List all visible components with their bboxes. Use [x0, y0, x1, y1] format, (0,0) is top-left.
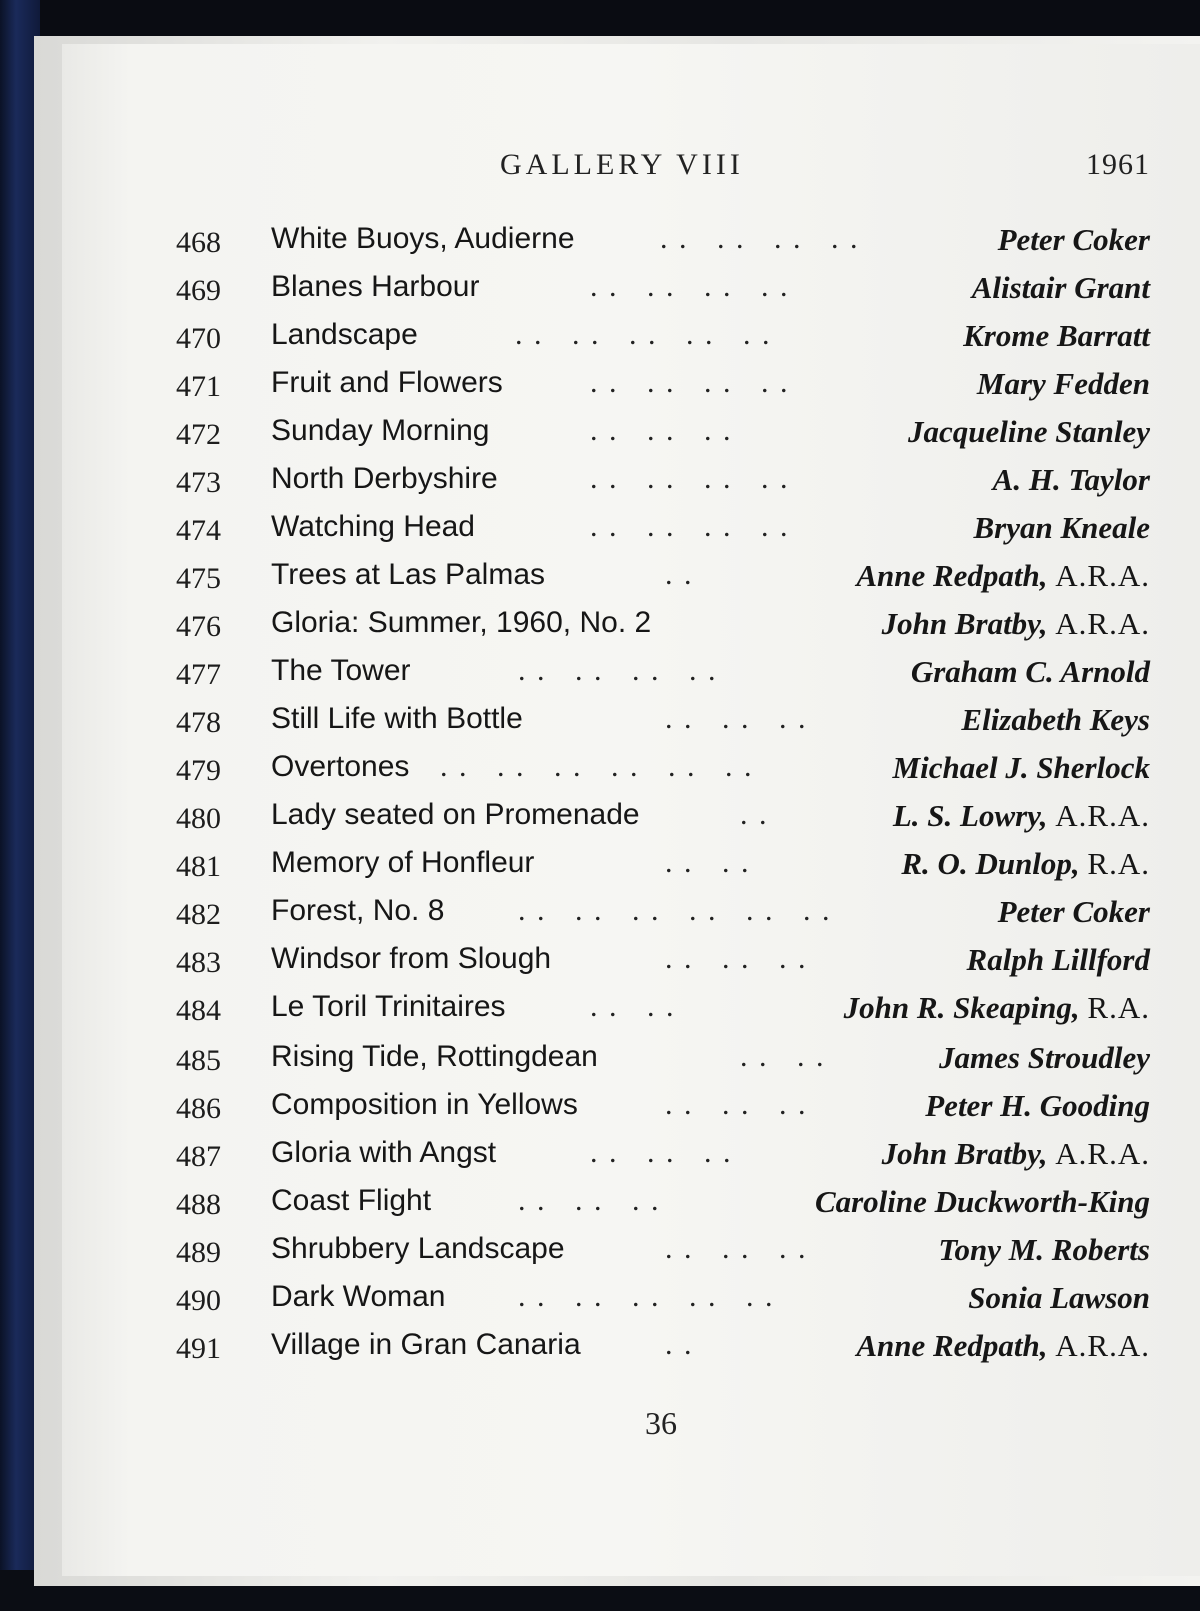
catalogue-entry — [0, 366, 1200, 410]
catalogue-entry — [0, 558, 1200, 602]
artist-honour: R.A. — [1087, 990, 1150, 1025]
entry-number: 474 — [176, 514, 221, 547]
entry-number: 472 — [176, 418, 221, 451]
dot-leader: . . . . . . . . — [660, 222, 860, 255]
artist-name: Graham C. Arnold — [910, 654, 1150, 689]
dot-leader: . . . . . . . . — [590, 462, 790, 495]
catalogue-year: 1961 — [1086, 148, 1150, 181]
artist-name: Tony M. Roberts — [938, 1232, 1150, 1267]
entry-title: Forest, No. 8 — [271, 894, 445, 927]
catalogue-entry — [0, 1136, 1200, 1180]
artist-name: Elizabeth Keys — [961, 702, 1150, 737]
catalogue-entry — [0, 1184, 1200, 1228]
artist-name: Caroline Duckworth-King — [814, 1184, 1150, 1219]
entry-title: Blanes Harbour — [271, 270, 480, 303]
dot-leader: . . . . . . . . — [590, 270, 790, 303]
artist-honour: A.R.A. — [1055, 606, 1150, 641]
entry-artist — [968, 1280, 1150, 1316]
artist-name: Michael J. Sherlock — [892, 750, 1150, 785]
artist-name: Anne Redpath, — [856, 1328, 1048, 1363]
entry-number: 488 — [176, 1188, 221, 1221]
entry-artist — [911, 654, 1150, 690]
artist-honour: R.A. — [1087, 846, 1150, 881]
entry-artist — [938, 1232, 1150, 1268]
entry-title: Fruit and Flowers — [271, 366, 503, 399]
dot-leader: . . . . . . — [518, 1184, 661, 1217]
catalogue-entry — [0, 606, 1200, 650]
entry-title: Gloria with Angst — [271, 1136, 497, 1169]
artist-name: A. H. Taylor — [992, 462, 1150, 497]
entry-artist — [901, 846, 1150, 882]
entry-number: 470 — [176, 322, 221, 355]
entry-artist — [977, 366, 1150, 402]
entry-artist — [893, 798, 1150, 834]
entry-number: 485 — [176, 1044, 221, 1077]
catalogue-entry — [0, 990, 1200, 1034]
dot-leader: . . . . — [740, 1040, 826, 1073]
artist-name: Krome Barratt — [963, 318, 1150, 353]
entry-artist — [998, 222, 1150, 258]
dot-leader: . . . . . . — [665, 942, 808, 975]
artist-honour: A.R.A. — [1055, 798, 1150, 833]
artist-name: Sonia Lawson — [968, 1280, 1150, 1315]
entry-title: Trees at Las Palmas — [271, 558, 545, 591]
entry-title: Coast Flight — [271, 1184, 432, 1217]
page-number: 36 — [645, 1405, 677, 1441]
artist-name: James Stroudley — [939, 1040, 1150, 1075]
entry-artist — [993, 462, 1150, 498]
entry-title: Memory of Honfleur — [271, 846, 535, 879]
entry-number: 490 — [176, 1284, 221, 1317]
entry-artist — [961, 702, 1150, 738]
entry-title: Gloria: Summer, 1960, No. 2 — [271, 606, 652, 639]
dot-leader: . . . . . . — [665, 1232, 808, 1265]
entry-title: Watching Head — [271, 510, 475, 543]
entry-title: North Derbyshire — [271, 462, 498, 495]
entry-title: Sunday Morning — [271, 414, 490, 447]
entry-title: Village in Gran Canaria — [271, 1328, 581, 1361]
entry-number: 476 — [176, 610, 221, 643]
entry-number: 484 — [176, 994, 221, 1027]
entry-number: 479 — [176, 754, 221, 787]
entry-number: 478 — [176, 706, 221, 739]
dot-leader: . . . . . . . . — [590, 510, 790, 543]
artist-name: Ralph Lillford — [966, 942, 1150, 977]
entry-title: Rising Tide, Rottingdean — [271, 1040, 598, 1073]
dot-leader: . . . . . . . . . . — [515, 318, 772, 351]
dot-leader: . . . . — [665, 846, 751, 879]
entry-artist — [844, 990, 1150, 1026]
entry-title: Le Toril Trinitaires — [271, 990, 506, 1023]
artist-name: Peter Coker — [997, 894, 1150, 929]
artist-name: Mary Fedden — [976, 366, 1150, 401]
entry-number: 482 — [176, 898, 221, 931]
entry-number: 486 — [176, 1092, 221, 1125]
catalogue-entry — [0, 510, 1200, 554]
artist-name: Peter Coker — [997, 222, 1150, 257]
entry-number: 468 — [176, 226, 221, 259]
dot-leader: . . — [665, 558, 694, 591]
entry-number: 473 — [176, 466, 221, 499]
artist-name: John Bratby, — [881, 1136, 1048, 1171]
catalogue-entry — [0, 1328, 1200, 1372]
catalogue-entry — [0, 942, 1200, 986]
dot-leader: . . . . . . — [590, 1136, 733, 1169]
entry-artist — [939, 1040, 1150, 1076]
catalogue-entry — [0, 846, 1200, 890]
artist-name: R. O. Dunlop, — [901, 846, 1080, 881]
dot-leader: . . . . . . — [590, 414, 733, 447]
running-head — [0, 148, 1200, 188]
artist-name: Anne Redpath, — [856, 558, 1048, 593]
catalogue-entry — [0, 1232, 1200, 1276]
entry-artist — [973, 510, 1150, 546]
artist-name: John Bratby, — [881, 606, 1048, 641]
catalogue-entry — [0, 1040, 1200, 1084]
entry-artist — [963, 318, 1150, 354]
catalogue-entry — [0, 222, 1200, 266]
entry-number: 475 — [176, 562, 221, 595]
entry-artist — [856, 558, 1150, 594]
catalogue-entry — [0, 750, 1200, 794]
artist-honour: A.R.A. — [1055, 1136, 1150, 1171]
artist-name: John R. Skeaping, — [843, 990, 1080, 1025]
dot-leader: . . . . . . . . — [518, 654, 718, 687]
artist-name: L. S. Lowry, — [892, 798, 1048, 833]
entry-number: 483 — [176, 946, 221, 979]
entry-number: 491 — [176, 1332, 221, 1365]
entry-number: 489 — [176, 1236, 221, 1269]
artist-name: Bryan Kneale — [973, 510, 1150, 545]
entry-title: White Buoys, Audierne — [271, 222, 575, 255]
artist-honour: A.R.A. — [1055, 1328, 1150, 1363]
catalogue-entry — [0, 1280, 1200, 1324]
dot-leader: . . . . . . . . . . . . — [440, 750, 754, 783]
entry-artist — [893, 750, 1150, 786]
artist-honour: A.R.A. — [1055, 558, 1150, 593]
entry-number: 480 — [176, 802, 221, 835]
dot-leader: . . . . . . . . . . . . — [518, 894, 832, 927]
catalogue-entry — [0, 270, 1200, 314]
entry-title: Shrubbery Landscape — [271, 1232, 565, 1265]
entry-number: 471 — [176, 370, 221, 403]
artist-name: Alistair Grant — [971, 270, 1150, 305]
dot-leader: . . . . . . — [665, 702, 808, 735]
entry-title: Lady seated on Promenade — [271, 798, 640, 831]
dot-leader: . . . . . . — [665, 1088, 808, 1121]
catalogue-entry — [0, 894, 1200, 938]
entry-artist — [925, 1088, 1150, 1124]
entry-title: Landscape — [271, 318, 418, 351]
entry-artist — [967, 942, 1150, 978]
dot-leader: . . . . . . . . — [590, 366, 790, 399]
dot-leader: . . . . — [590, 990, 676, 1023]
dot-leader: . . — [740, 798, 769, 831]
dot-leader: . . . . . . . . . . — [518, 1280, 775, 1313]
artist-name: Jacqueline Stanley — [908, 414, 1150, 449]
entry-artist — [908, 414, 1150, 450]
entry-artist — [882, 606, 1150, 642]
entry-title: Windsor from Slough — [271, 942, 552, 975]
catalogue-entry — [0, 462, 1200, 506]
entry-artist — [856, 1328, 1150, 1364]
entry-title: Still Life with Bottle — [271, 702, 523, 735]
entry-number: 481 — [176, 850, 221, 883]
entry-artist — [972, 270, 1150, 306]
catalogue-entry — [0, 1088, 1200, 1132]
entry-title: Dark Woman — [271, 1280, 446, 1313]
entry-number: 477 — [176, 658, 221, 691]
gallery-title: GALLERY VIII — [500, 148, 744, 181]
entry-title: Overtones — [271, 750, 410, 783]
catalogue-entry — [0, 702, 1200, 746]
entry-number: 487 — [176, 1140, 221, 1173]
catalogue-entry — [0, 414, 1200, 458]
catalogue-entry — [0, 654, 1200, 698]
entry-artist — [998, 894, 1150, 930]
catalogue-entry — [0, 798, 1200, 842]
dot-leader: . . — [665, 1328, 694, 1361]
catalogue-entry — [0, 318, 1200, 362]
entry-number: 469 — [176, 274, 221, 307]
entry-title: Composition in Yellows — [271, 1088, 578, 1121]
entry-title: The Tower — [271, 654, 411, 687]
entry-artist — [882, 1136, 1150, 1172]
entry-artist — [815, 1184, 1150, 1220]
artist-name: Peter H. Gooding — [925, 1088, 1150, 1123]
